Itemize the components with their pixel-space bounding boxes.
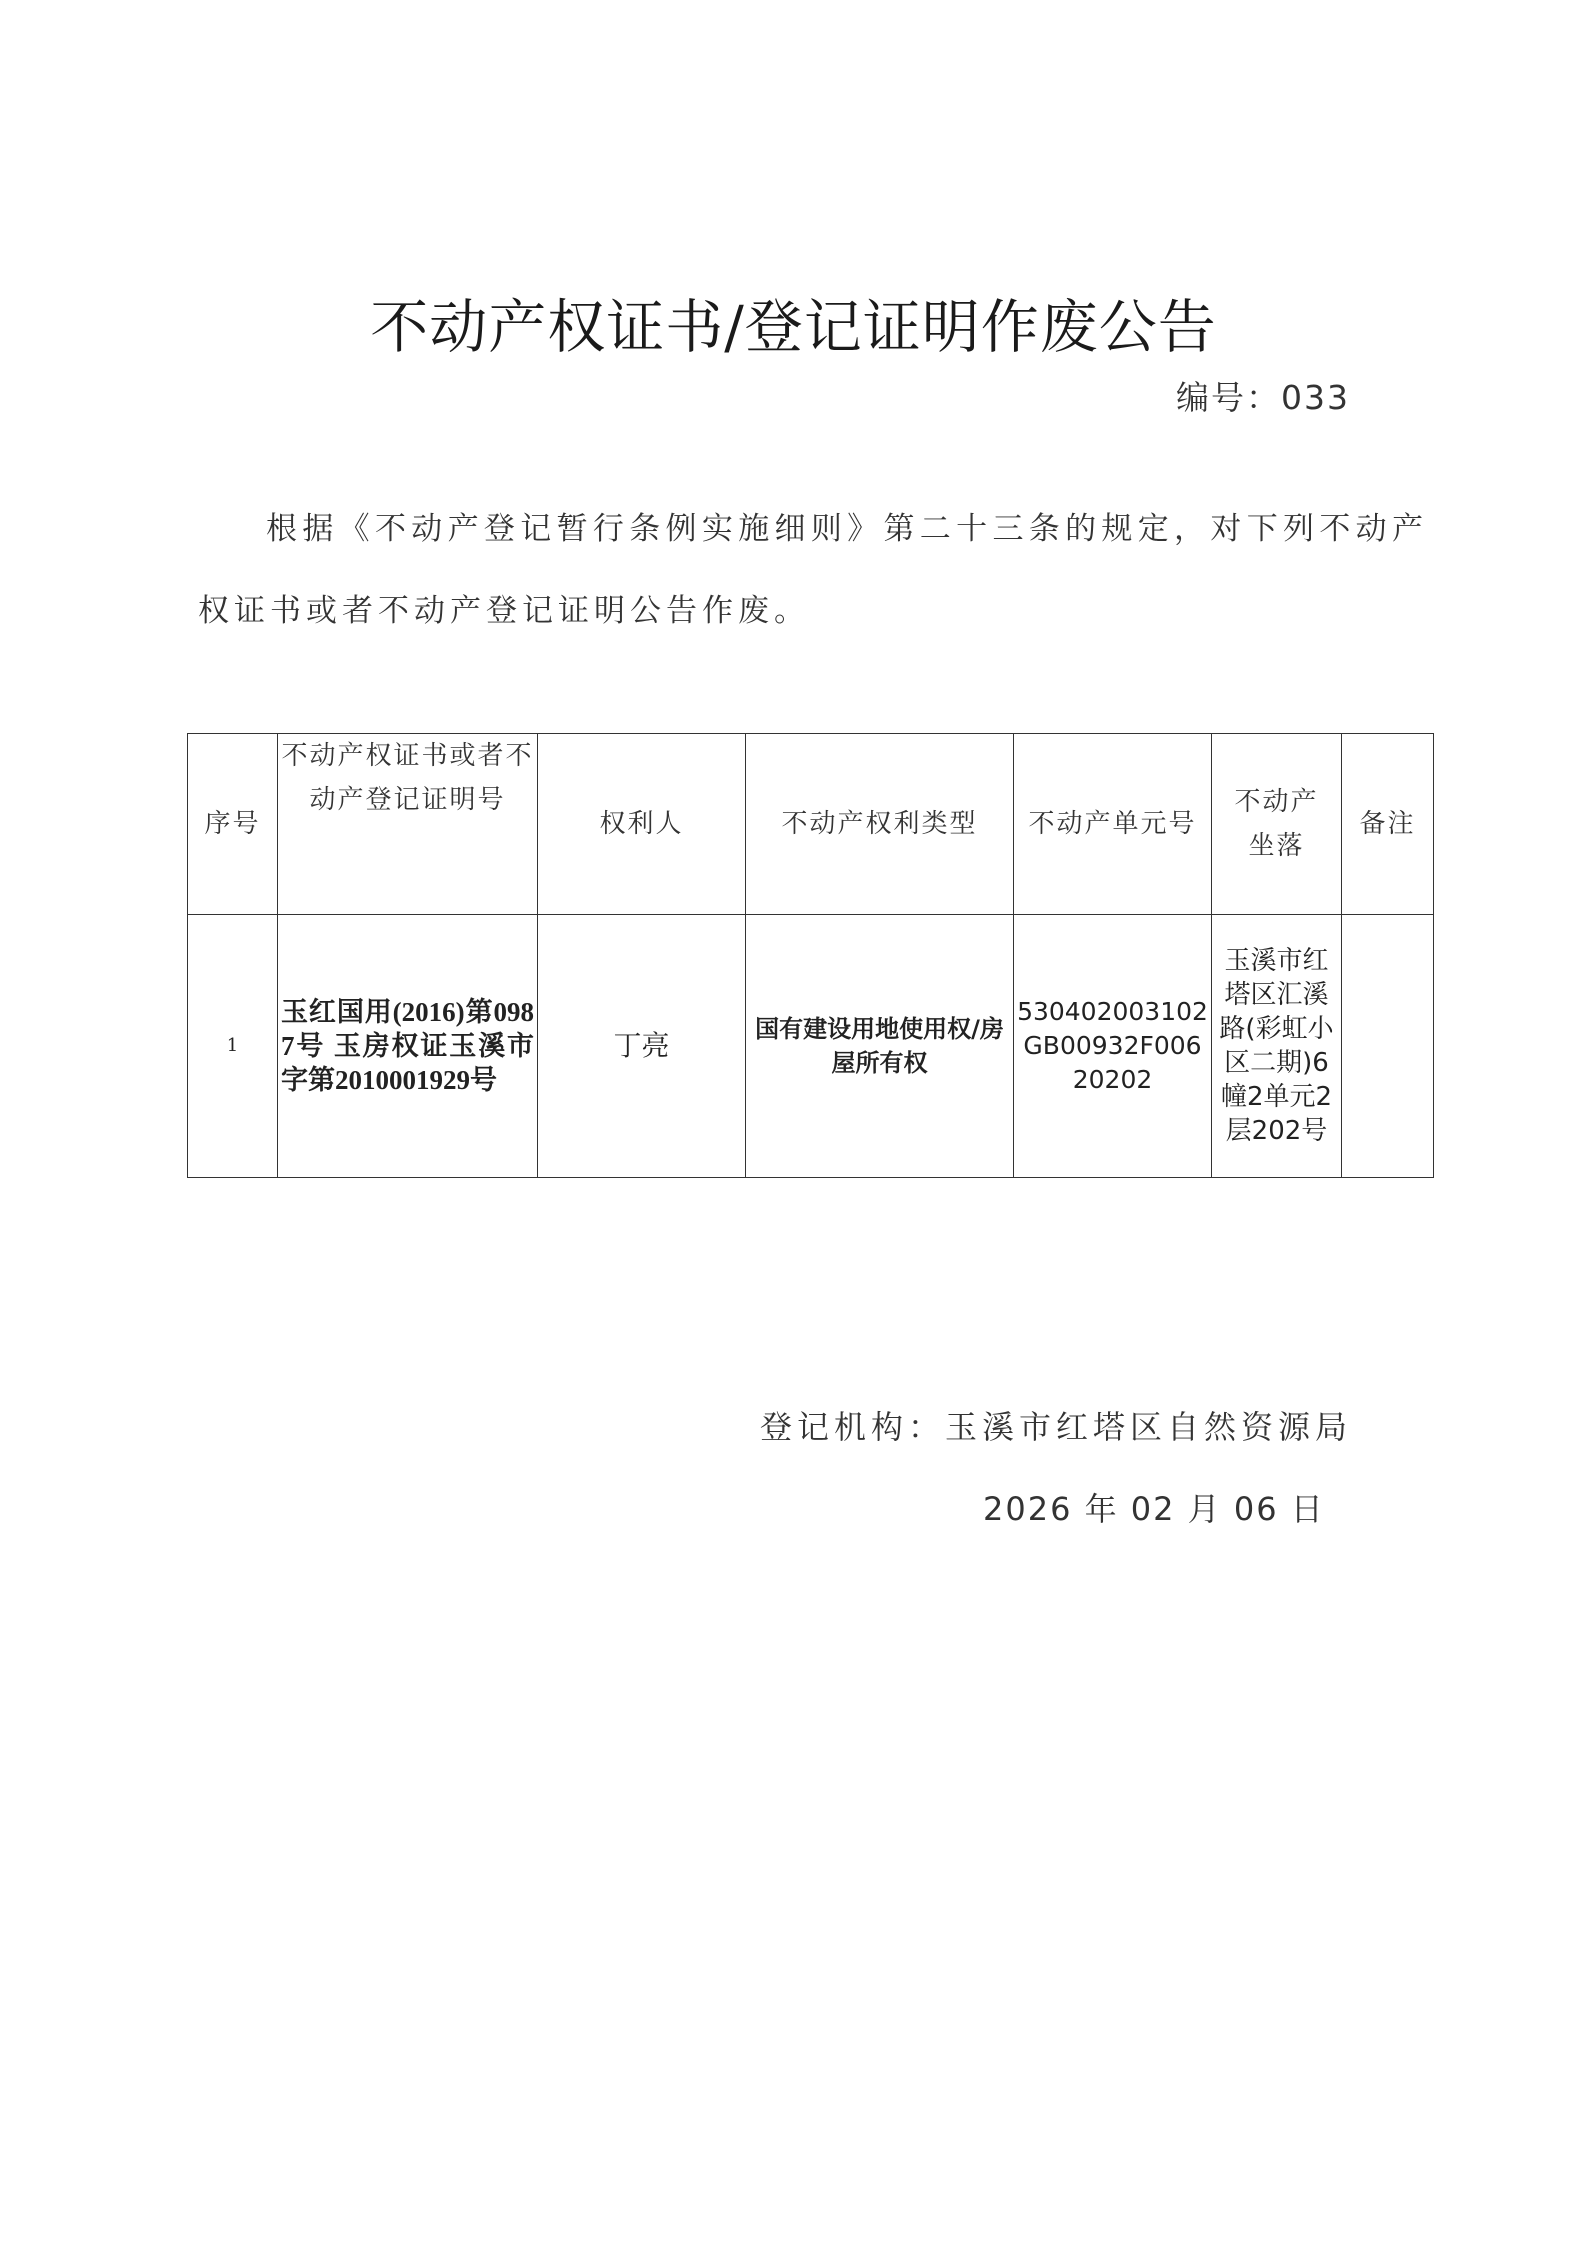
header-unit-no: 不动产单元号 bbox=[1014, 734, 1212, 915]
notice-date: 2026 年 02 月 06 日 bbox=[983, 1490, 1325, 1528]
registration-authority: 登记机构：玉溪市红塔区自然资源局 bbox=[760, 1408, 1353, 1446]
header-right-type: 不动产权利类型 bbox=[746, 734, 1014, 915]
cell-remarks bbox=[1342, 915, 1434, 1178]
cell-certificate: 玉红国用(2016)第0987号 玉房权证玉溪市字第2010001929号 bbox=[278, 915, 538, 1178]
cell-index: 1 bbox=[188, 915, 278, 1178]
cell-location: 玉溪市红塔区汇溪路(彩虹小区二期)6幢2单元2层202号 bbox=[1212, 915, 1342, 1178]
header-location: 不动产坐落 bbox=[1212, 734, 1342, 915]
cell-unit-no: 530402003102GB00932F00620202 bbox=[1014, 915, 1212, 1178]
notice-paragraph: 根据《不动产登记暂行条例实施细则》第二十三条的规定，对下列不动产权证书或者不动产登记证明公告作废。 bbox=[198, 511, 1428, 629]
page-title: 不动产权证书/登记证明作废公告 bbox=[370, 293, 1217, 361]
cancellation-table bbox=[187, 733, 1434, 1178]
table-row bbox=[188, 915, 1434, 1178]
cell-right-type: 国有建设用地使用权/房屋所有权 bbox=[746, 915, 1014, 1178]
table-header-row bbox=[188, 734, 1434, 915]
header-certificate: 不动产权证书或者不动产登记证明号 bbox=[278, 734, 538, 915]
cell-holder: 丁亮 bbox=[538, 915, 746, 1178]
header-remarks: 备注 bbox=[1342, 734, 1434, 915]
header-holder: 权利人 bbox=[538, 734, 746, 915]
document-number: 编号：033 bbox=[1176, 378, 1350, 417]
header-index: 序号 bbox=[188, 734, 278, 915]
